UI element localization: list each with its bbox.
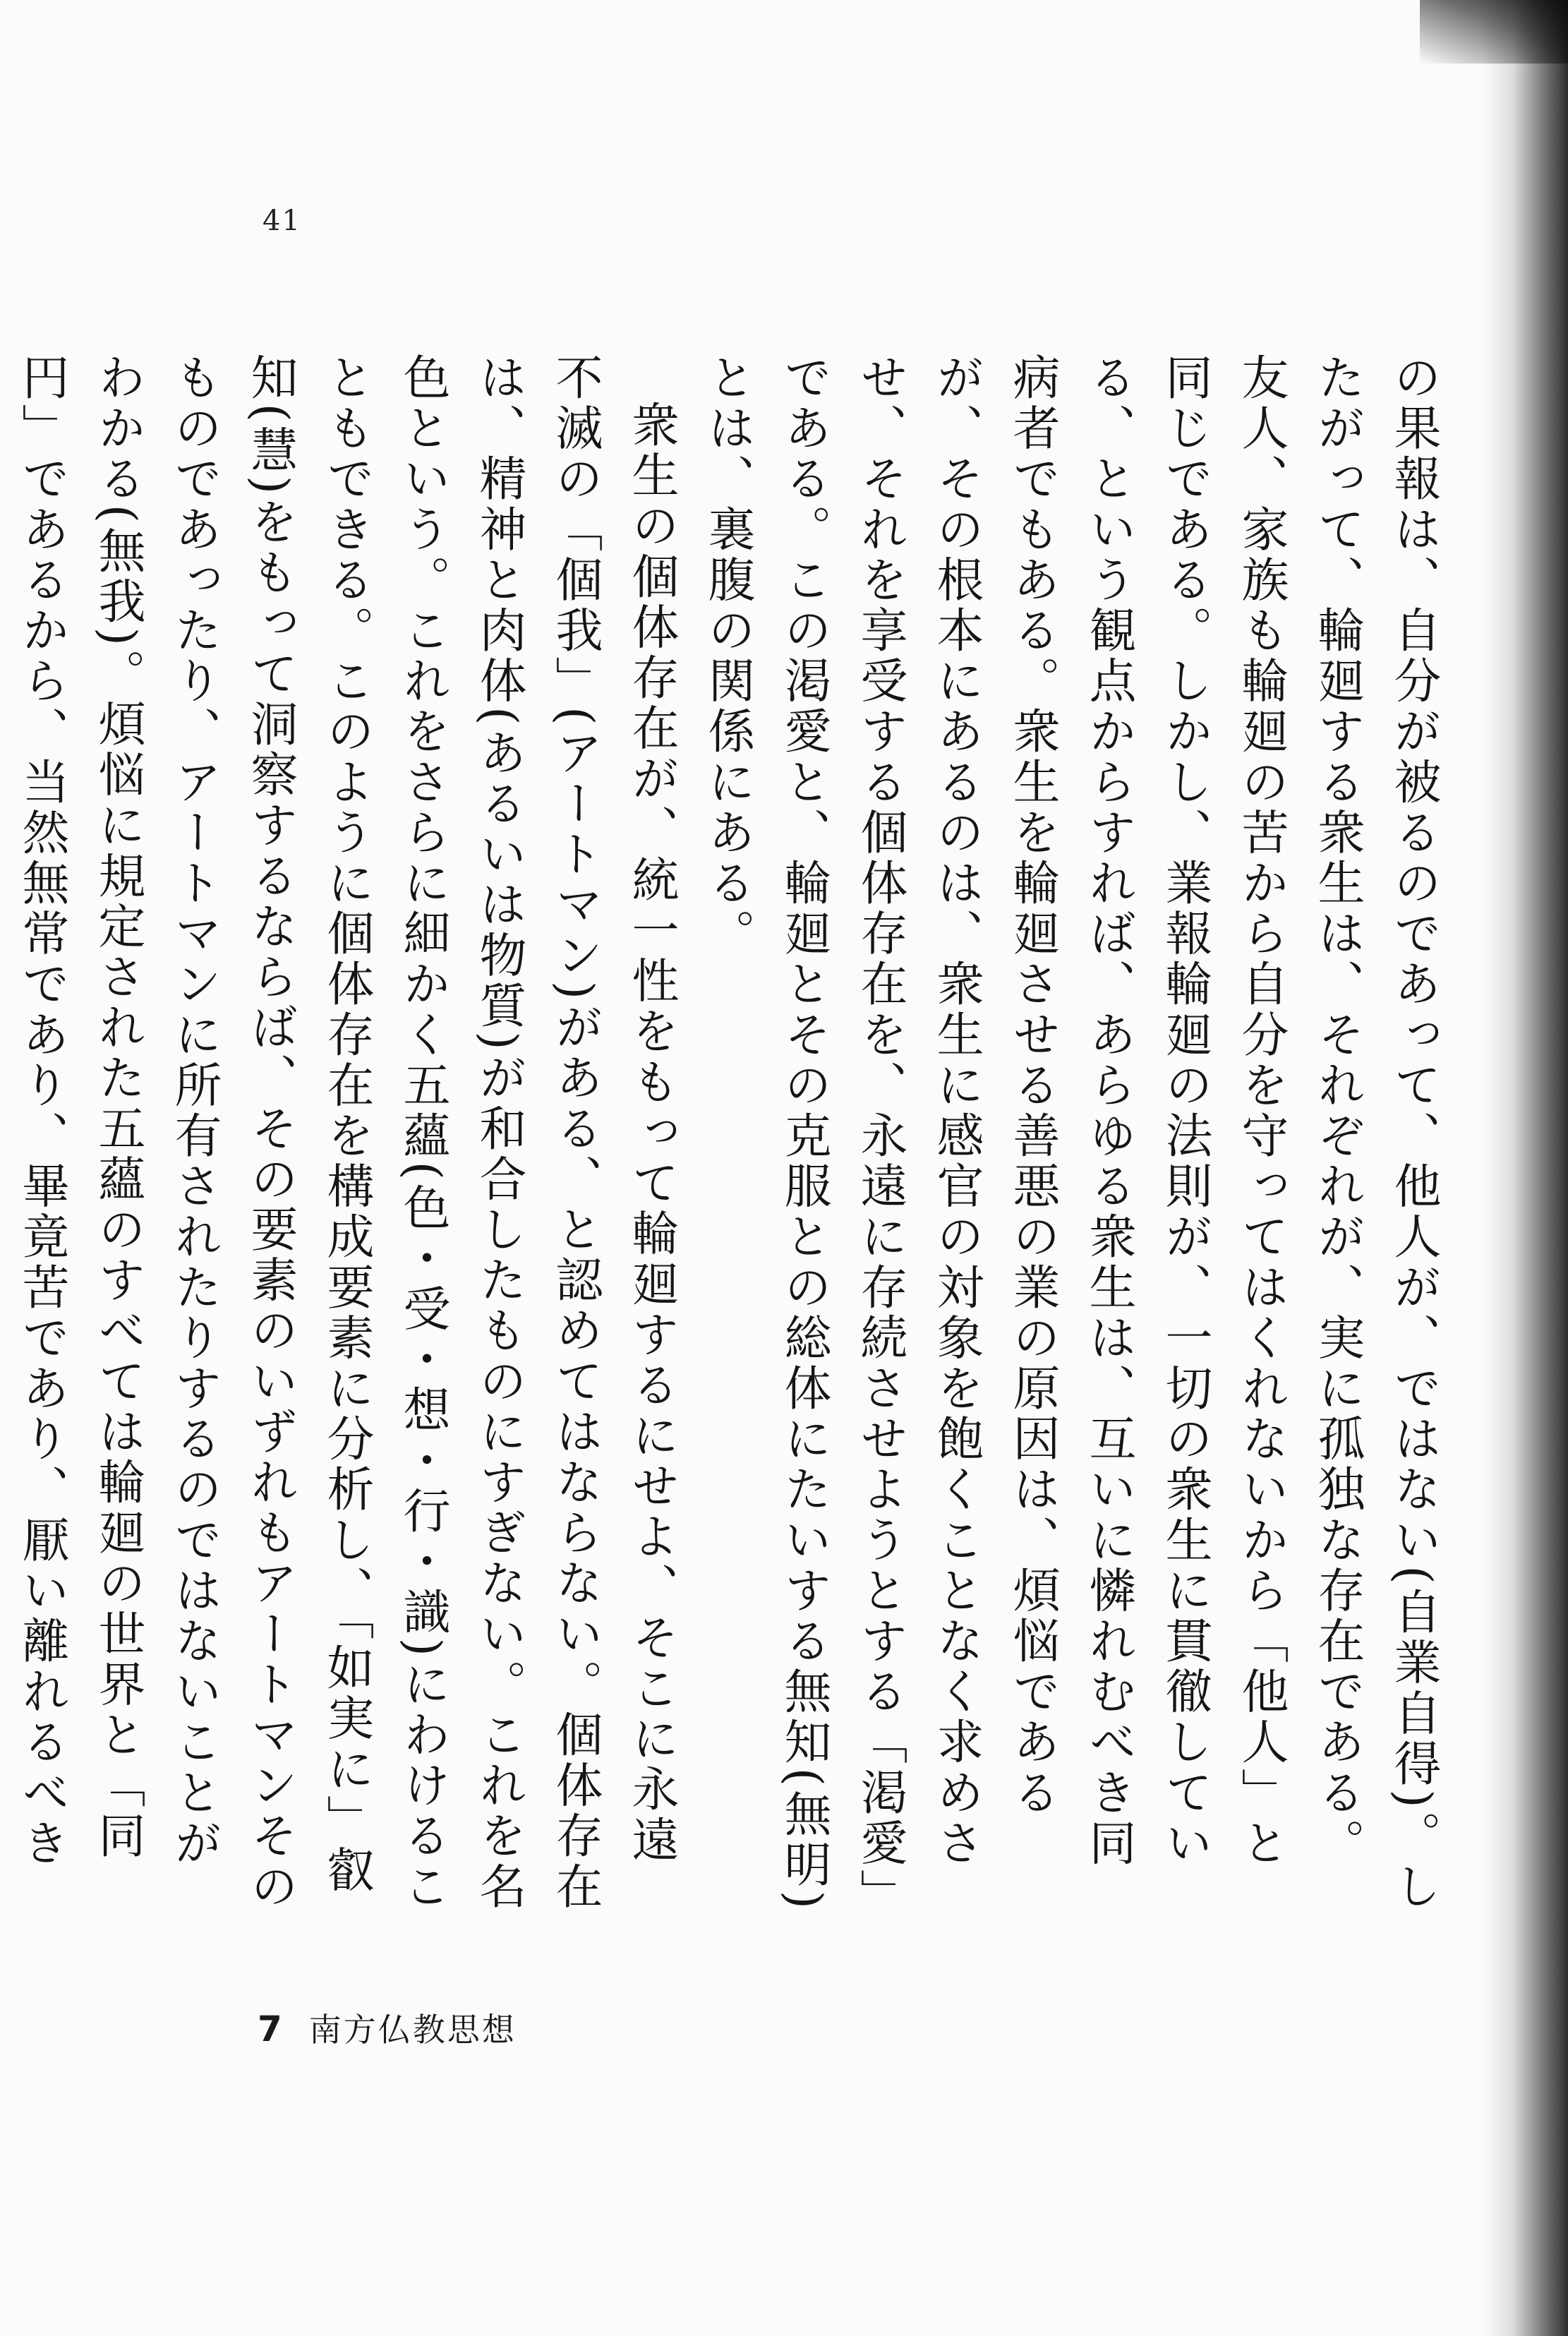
paragraph-1: の果報は、自分が被るのであって、他人が、ではない(自業自得)。したがって、輪廻する衆生は、それぞれが、実に孤独な存在である。友人、家族も輪廻の苦から自分を守ってはくれないから「他人」と同じである。しかし、業報輪廻の法則が、一切の衆生に貫徹している、という観点からすれば、あらゆる衆生は、互いに憐れむべき同病者でもある。衆生を輪廻させる善悪の業の原因は、煩悩であるが、その根本にあるのは、衆生に感官の対象を飽くことなく求めさせ、それを享受する個体存在を、永遠に存続させようとする「渇愛」である。この渇愛と、輪廻とその克服との総体にたいする無知(無明)とは、裏腹の関係にある。 xyxy=(701,353,1442,1913)
scan-corner-shadow xyxy=(1420,0,1568,64)
chapter-number: 7 xyxy=(258,2009,282,2049)
running-footer xyxy=(258,2004,517,2051)
chapter-title: 南方仏教思想 xyxy=(308,2011,517,2049)
page-number: 41 xyxy=(263,205,301,237)
body-text xyxy=(15,353,1452,1913)
paragraph-2: 衆生の個体存在が、統一性をもって輪廻するにせよ、そこに永遠不滅の「個我」(アートマン)がある、と認めてはならない。個体存在は、精神と肉体(あるいは物質)が和合したものにすぎない。これを名色という。これをさらに細かく五蘊(色・受・想・行・識)にわけることもできる。このように個体存在を構成要素に分析し、「如実に」叡知(慧)をもって洞察するならば、その要素のいずれもアートマンそのものであったり、アートマンに所有されたりするのではないことがわかる(無我)。煩悩に規定された五蘊のすべては輪廻の世界と「同円」であるから、当然無常であり、畢竟苦であり、厭い離れるべき xyxy=(15,353,680,1913)
binding-shadow xyxy=(1483,0,1568,2336)
